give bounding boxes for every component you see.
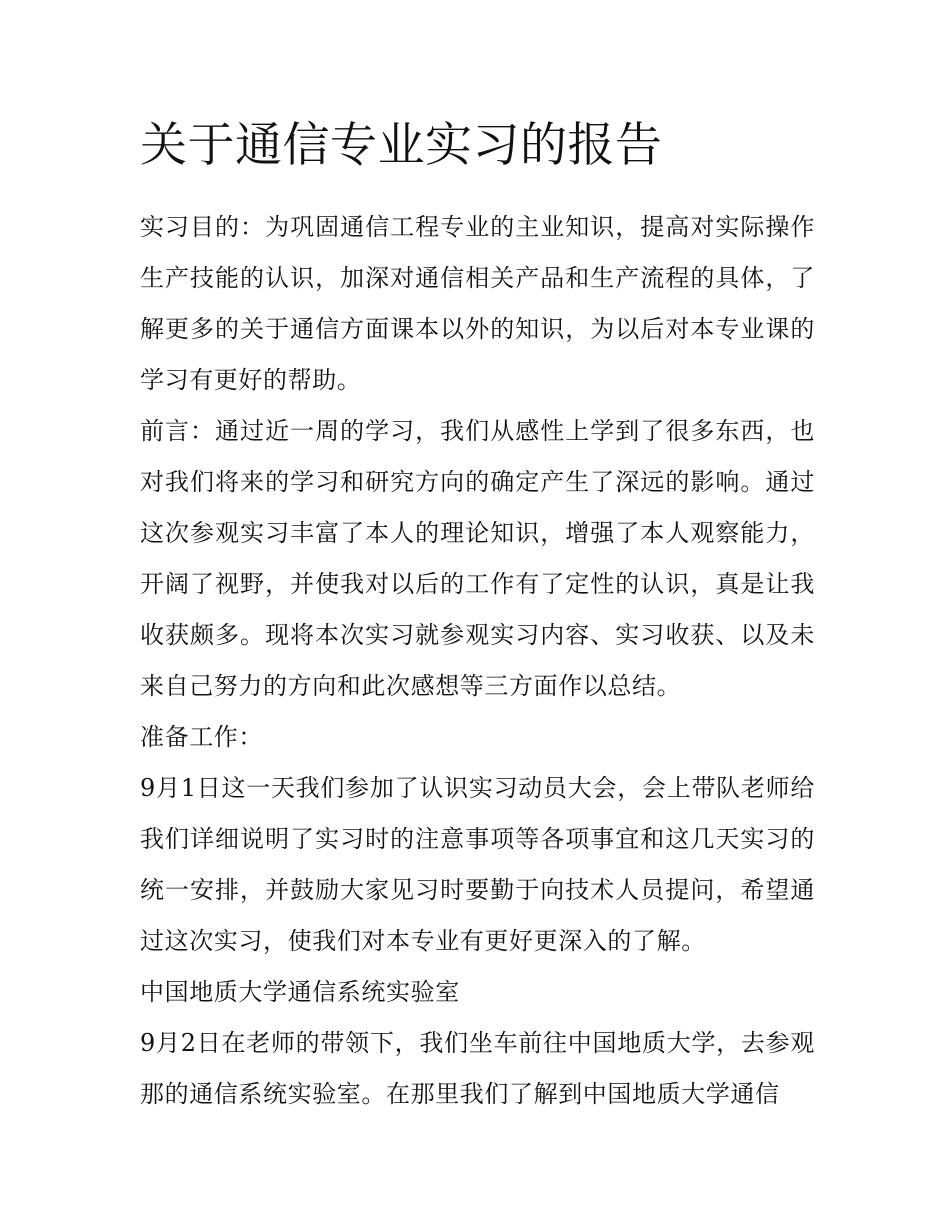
- sept2-paragraph: 9月2日在老师的带领下，我们坐车前往中国地质大学，去参观那的通信系统实验室。在那里我们了解到中国地质大学通信: [140, 1029, 815, 1108]
- preface-paragraph: 前言：通过近一周的学习，我们从感性上学到了很多东西，也对我们将来的学习和研究方向的确定产生了深远的影响。通过这次参观实习丰富了本人的理论知识，增强了本人观察能力，开阔了视野，并使我对以后的工作有了定性的认识，真是让我收获颇多。现将本次实习就参观实习内容、实习收获、以及未来自己努力的方向和此次感想等三方面作以总结。: [140, 417, 815, 700]
- purpose-paragraph: 实习目的：为巩固通信工程专业的主业知识，提高对实际操作生产技能的认识，加深对通信相关产品和生产流程的具体，了解更多的关于通信方面课本以外的知识，为以后对本专业课的学习有更好的帮助。: [140, 213, 815, 394]
- document-title: 关于通信专业实习的报告: [140, 118, 663, 173]
- preparation-heading: 准备工作：: [140, 723, 263, 751]
- document-body: [140, 112, 815, 1120]
- sept1-paragraph: 9月1日这一天我们参加了认识实习动员大会，会上带队老师给我们详细说明了实习时的注意事项等各项事宜和这几天实习的统一安排，并鼓励大家见习时要勤于向技术人员提问，希望通过这次实习，使我们对本专业有更好更深入的了解。: [140, 774, 815, 955]
- lab-heading: 中国地质大学通信系统实验室: [140, 978, 460, 1006]
